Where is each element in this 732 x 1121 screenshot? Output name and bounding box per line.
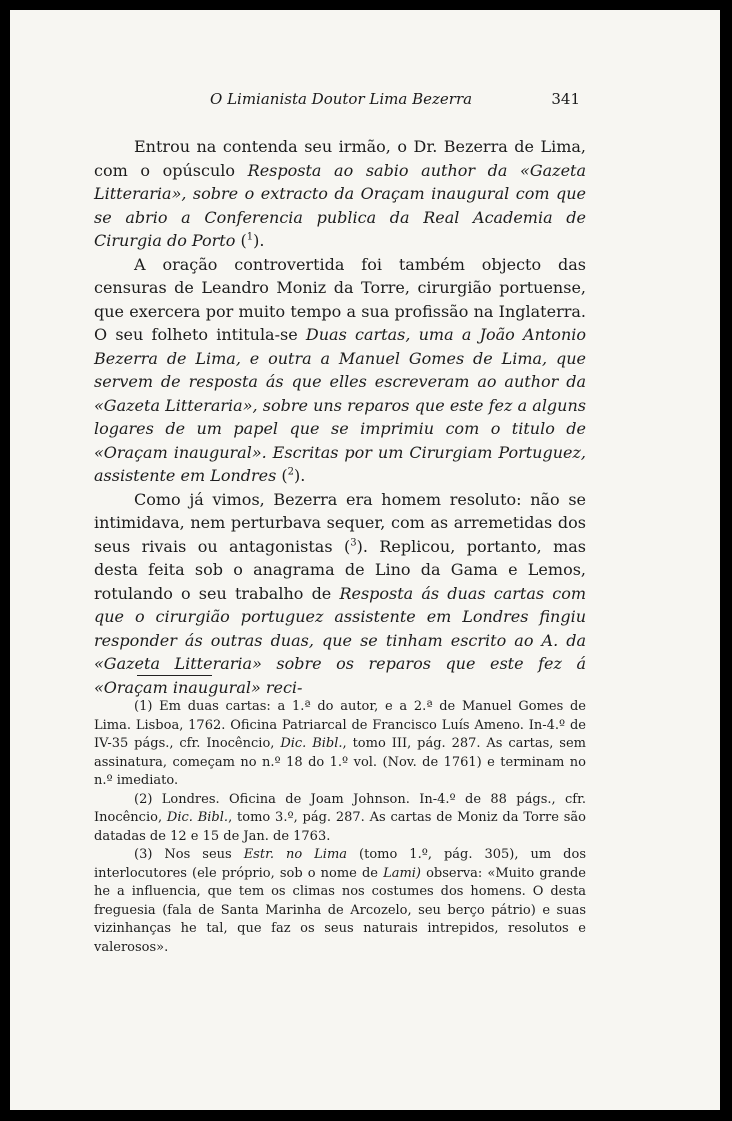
paragraph-2 (94, 253, 586, 488)
footnote-3-italic-b: Estr. no Lima (243, 847, 348, 862)
book-page (10, 10, 720, 1110)
footnote-2-text-c: , tomo 3.º, pág. 287. As cartas de Moniz da Torre são datadas de 12 e 15 de Jan. de 1763. (94, 810, 587, 844)
p3-title-italic: Resposta ás duas cartas com que o cirurgião portuguez assistente em Londres fingiu responder ás outras duas, que se tinham escrito ao A. da «Gazeta Litteraria» sobre os reparos que este fez á «Oraçam inaugural» reci- (94, 583, 587, 697)
running-title: O Limianista Doutor Lima Bezerra (210, 90, 473, 108)
paragraph-3 (94, 488, 586, 700)
footnote-2-text-a: Londres. Oficina de Joam Johnson. In-4.º de 88 págs., cfr. Inocêncio, (94, 791, 586, 825)
footnote-1-mark: (1) (134, 699, 153, 714)
footnote-3-text-e: observa: «Muito grande he a influencia, que tem os climas nos costumes dos homens. O desta freguesia (fala de Santa Marinha de Arcozelo, seu berço pátrio) e suas vizinhanças he tal, que faz os seus naturais intrepidos, resolutos e valerosos». (94, 865, 586, 955)
footnote-ref-2: 2 (287, 466, 295, 478)
p1-text-c: ( (235, 231, 247, 250)
footnote-3-italic-d: Lami) (383, 865, 422, 881)
p3-text-b: ). Replicou, portanto, mas desta feita sob o anagrama de Lino da Gama e Lemos, rotulando o seu trabalho de (94, 536, 586, 603)
footnote-2-mark: (2) (134, 791, 153, 807)
p2-title-italic: Duas cartas, uma a João Antonio Bezerra de Lima, e outra a Manuel Gomes de Lima, que servem de resposta ás que elles escreveram ao author da «Gazeta Litteraria», sobre uns reparos que este fez a alguns logares de um papel que se imprimiu com o titulo de «Oraçam inaugural». Escritas por um Cirurgiam Portuguez, assistente em Londres (94, 325, 586, 485)
footnotes (94, 698, 586, 957)
body-text (94, 135, 586, 699)
footnote-1-italic: Dic. Bibl. (280, 736, 343, 751)
footnote-1-text-c: , tomo III, pág. 287. As cartas, sem assinatura, começam no n.º 18 do 1.º vol. (Nov. de 1761) e terminam no n.º imediato. (94, 736, 587, 788)
running-head (210, 90, 580, 112)
p1-text-a: Entrou na contenda seu irmão, o Dr. Bezerra de Lima, com o opúsculo (94, 137, 586, 180)
footnote-ref-3: 3 (350, 537, 357, 549)
p2-text-a: A oração controvertida foi também objecto das censuras de Leandro Moniz da Torre, cirurgião portuense, que exercera por muito tempo a sua profissão na Inglaterra. O seu folheto intitula-se (94, 254, 586, 344)
footnote-3-mark: (3) (134, 847, 153, 862)
footnote-1 (94, 698, 586, 791)
paragraph-1 (94, 135, 586, 253)
p3-text-a: Como já vimos, Bezerra era homem resoluto: não se intimidava, nem perturbava sequer, com as arremetidas dos seus rivais ou antagonistas ( (94, 489, 586, 556)
footnote-ref-1: 1 (246, 231, 254, 243)
page-number: 341 (551, 90, 580, 108)
footnote-3 (94, 846, 586, 957)
footnote-3-text-c: (tomo 1.º, pág. 305), um dos interlocutores (ele próprio, sob o nome de (94, 847, 586, 881)
p1-title-italic: Resposta ao sabio author da «Gazeta Litteraria», sobre o extracto da Oraçam inaugural com que se abrio a Conferencia publica da Real Academia de Cirurgia do Porto (94, 160, 586, 250)
footnote-1-text-a: Em duas cartas: a 1.ª do autor, e a 2.ª de Manuel Gomes de Lima. Lisboa, 1762. Oficina Patriarcal de Francisco Luís Ameno. In-4.º de IV-35 págs., cfr. Inocêncio, (94, 699, 586, 751)
footnote-2 (94, 791, 586, 847)
p2-text-c: ( (276, 466, 288, 485)
footnote-3-text-a: Nos seus (152, 847, 244, 862)
p2-text-d: ). (294, 466, 306, 485)
footnote-divider (137, 675, 212, 676)
footnote-2-italic: Dic. Bibl. (166, 810, 229, 825)
p1-text-d: ). (253, 231, 265, 250)
